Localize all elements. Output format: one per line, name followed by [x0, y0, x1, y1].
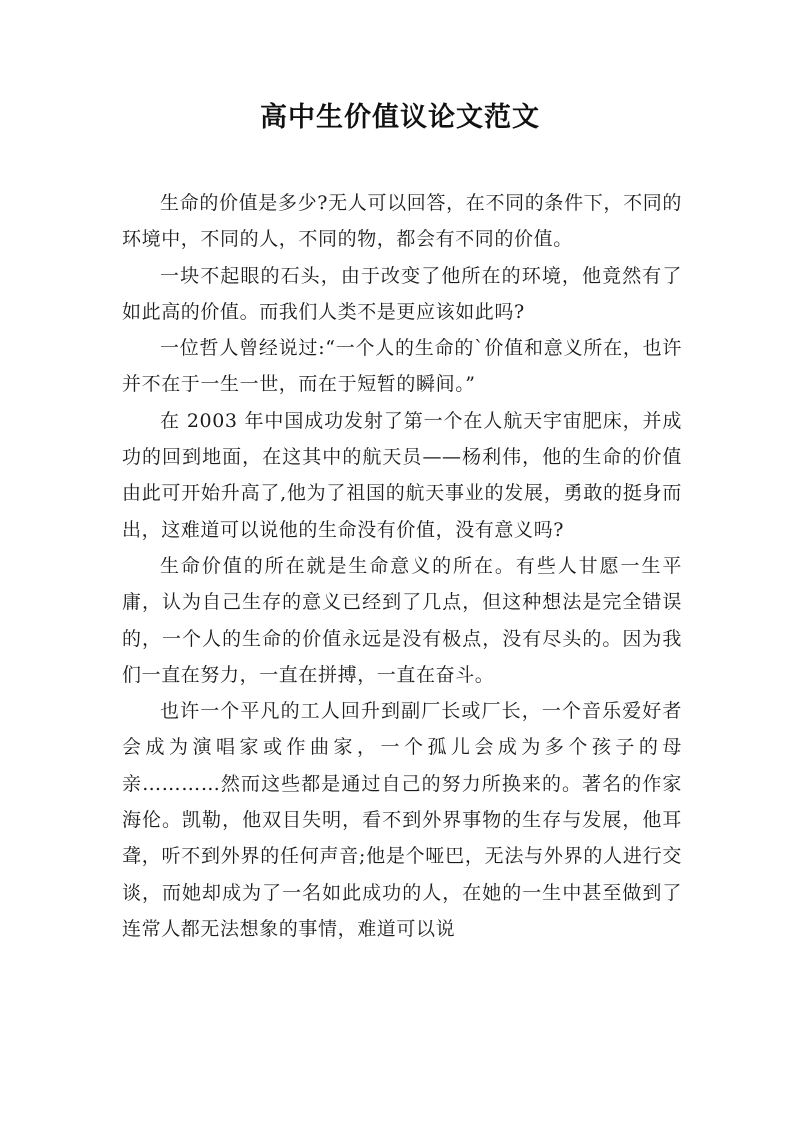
- document-body: [122, 185, 682, 947]
- paragraph-2: 一块不起眼的石头，由于改变了他所在的环境，他竟然有了如此高的价值。而我们人类不是更应该如此吗?: [122, 264, 682, 323]
- paragraph-6: 也许一个平凡的工人回升到副厂长或厂长，一个音乐爱好者会成为演唱家或作曲家，一个孤儿会成为多个孩子的母亲…………然而这些都是通过自己的努力所换来的。著名的作家海伦。凯勒，他双目失明，看不到外界事物的生存与发展，他耳聋，听不到外界的任何声音;他是个哑巴，无法与外界的人进行交谈，而她却成为了一名如此成功的人，在她的一生中甚至做到了连常人都无法想象的事情，难道可以说: [122, 700, 682, 940]
- paragraph-1: 生命的价值是多少?无人可以回答，在不同的条件下，不同的环境中，不同的人，不同的物，都会有不同的价值。: [122, 192, 682, 251]
- document-title: 高中生价值议论文范文: [260, 102, 540, 133]
- paragraph-5: 生命价值的所在就是生命意义的所在。有些人甘愿一生平庸，认为自己生存的意义已经到了几点，但这种想法是完全错误的，一个人的生命的价值永远是没有极点，没有尽头的。因为我们一直在努力，一直在拼搏，一直在奋斗。: [122, 554, 682, 686]
- paragraph-4: 在 2003 年中国成功发射了第一个在人航天宇宙肥床，并成功的回到地面，在这其中的航天员——杨利伟，他的生命的价值由此可开始升高了,他为了祖国的航天事业的发展，勇敢的挺身而出，这难道可以说他的生命没有价值，没有意义吗?: [122, 409, 682, 541]
- paragraph-3: 一位哲人曾经说过:“一个人的生命的`价值和意义所在，也许并不在于一生一世，而在于短暂的瞬间。”: [122, 337, 682, 396]
